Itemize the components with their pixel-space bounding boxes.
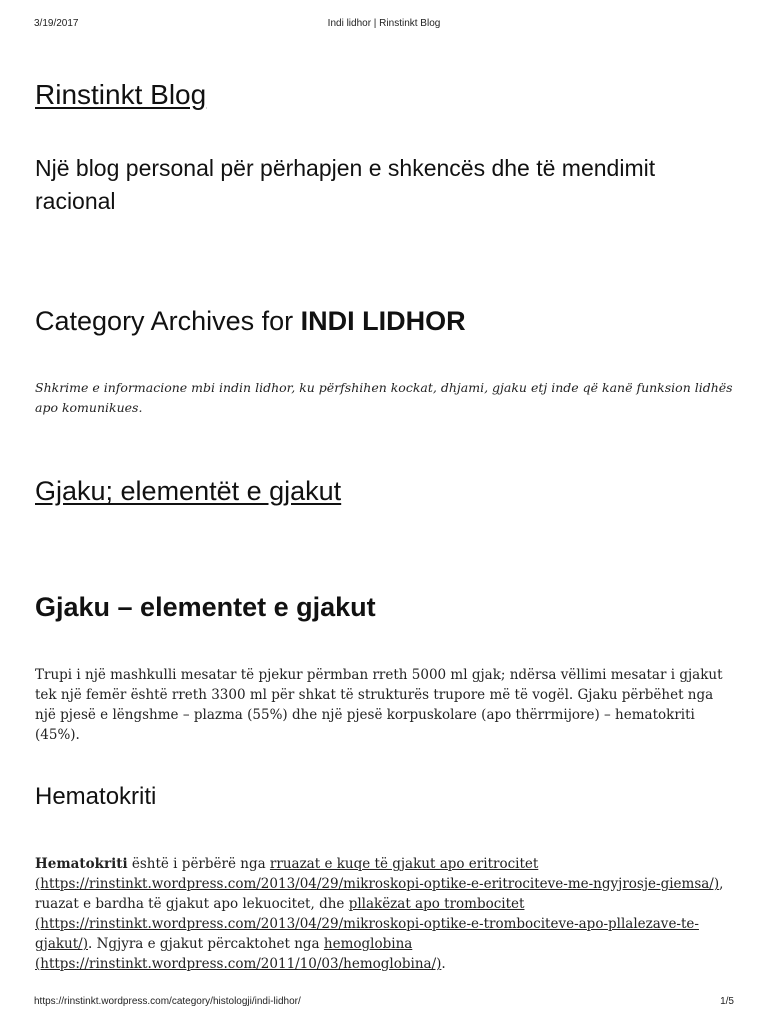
hemoglobina-link[interactable]: hemoglobina (https://rinstinkt.wordpress.com/2011/10/03/hemoglobina/): [35, 936, 442, 972]
print-footer-url: https://rinstinkt.wordpress.com/category/histologji/indi-lidhor/: [34, 996, 301, 1007]
archive-label: Category Archives for: [35, 306, 301, 336]
site-title-link[interactable]: Rinstinkt Blog: [35, 79, 207, 110]
para-text-4: .: [441, 956, 446, 972]
print-date: 3/19/2017: [34, 18, 79, 29]
category-description: Shkrime e informacione mbi indin lidhor, ku përfshihen kockat, dhjami, gjaku etj inde që kanë funksion lidhës apo komunikues.: [35, 380, 733, 415]
post-title-link[interactable]: Gjaku; elementët e gjakut: [35, 476, 342, 506]
archive-title: [35, 304, 466, 338]
print-footer: [34, 996, 734, 1010]
para-text-2: , ruazat e bardha të gjakut apo lekuocitet, dhe: [35, 876, 724, 912]
trombocitet-link[interactable]: pllakëzat apo trombocitet (https://rinstinkt.wordpress.com/2013/04/29/mikroskopi-optike-e-trombociteve-apo-pllalezave-te-gjakut/): [35, 896, 699, 952]
page-number: 1/5: [720, 996, 734, 1007]
post-intro-paragraph: Trupi i një mashkulli mesatar të pjekur përmban rreth 5000 ml gjak; ndërsa vëllimi mesatar i gjakut tek një femër është rreth 3300 ml për shkat të strukturës trupore më të vogël. Gjaku përbëhet nga një pjesë e lëngshme – plazma (55%) dhe një pjesë korpuskolare (apo thërrmijore) – hematokriti (45%).: [35, 667, 723, 743]
eritrocitet-link[interactable]: rruazat e kuqe të gjakut apo eritrocitet (https://rinstinkt.wordpress.com/2013/04/29/mikroskopi-optike-e-eritrociteve-me-ngyjrosje-giemsa/): [35, 856, 720, 892]
hematokriti-bold: Hematokriti: [35, 856, 128, 872]
hematokriti-heading: Hematokriti: [35, 783, 157, 810]
post-heading: Gjaku – elementet e gjakut: [35, 592, 376, 622]
print-page-title: Indi lidhor | Rinstinkt Blog: [327, 18, 441, 29]
para-text-3: . Ngjyra e gjakut përcaktohet nga: [88, 936, 324, 952]
para-text-1: është i përbërë nga: [127, 856, 270, 872]
hematokriti-paragraph: [35, 854, 733, 974]
print-header: [34, 18, 734, 32]
site-tagline: Një blog personal për përhapjen e shkencës dhe të mendimit racional: [35, 155, 656, 214]
archive-category: INDI LIDHOR: [300, 306, 466, 336]
